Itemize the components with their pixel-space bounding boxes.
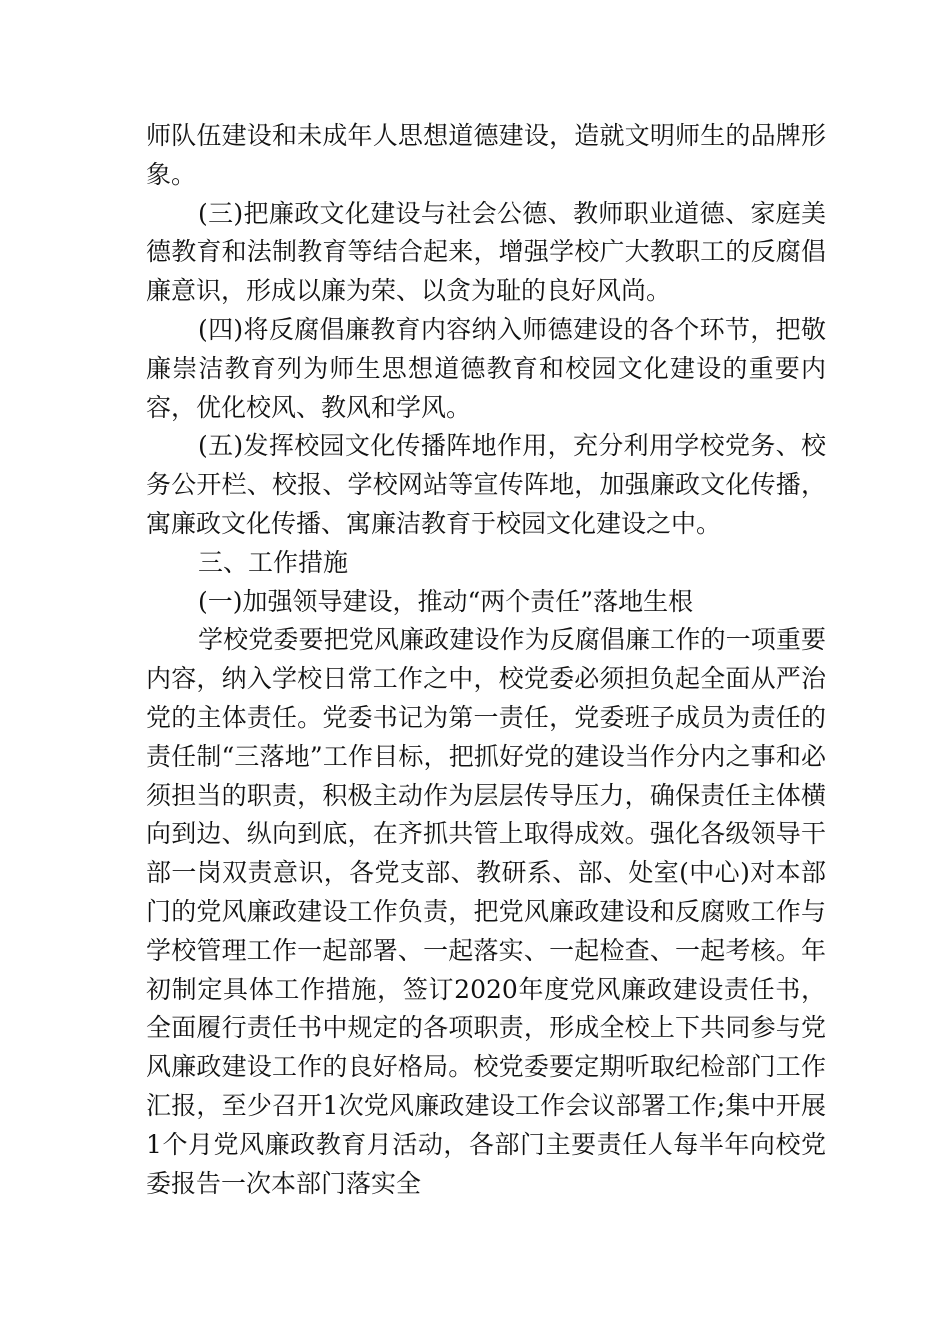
paragraph-leadership-body: 学校党委要把党风廉政建设作为反腐倡廉工作的一项重要内容，纳入学校日常工作之中，校党委必须担负起全面从严治党的主体责任。党委书记为第一责任，党委班子成员为责任的责任制“三落地”工作目标，把抓好党的建设当作分内之事和必须担当的职责，积极主动作为层层传导压力，确保责任主体横向到边、纵向到底，在齐抓共管上取得成效。强化各级领导干部一岗双责意识，各党支部、教研系、部、处室(中心)对本部门的党风廉政建设工作负责，把党风廉政建设和反腐败工作与学校管理工作一起部署、一起落实、一起检查、一起考核。年初制定具体工作措施，签订2020年度党风廉政建设责任书，全面履行责任书中规定的各项职责，形成全校上下共同参与党风廉政建设工作的良好格局。校党委要定期听取纪检部门工作汇报，至少召开1次党风廉政建设工作会议部署工作;集中开展1个月党风廉政教育月活动，各部门主要责任人每半年向校党委报告一次本部门落实全 (146, 625, 826, 1198)
document-body (146, 117, 826, 1203)
paragraph-item-three: (三)把廉政文化建设与社会公德、教师职业道德、家庭美德教育和法制教育等结合起来，增强学校广大教职工的反腐倡廉意识，形成以廉为荣、以贪为耻的良好风尚。 (146, 198, 826, 306)
paragraph-continuation: 师队伍建设和未成年人思想道德建设，造就文明师生的品牌形象。 (146, 121, 826, 189)
section-heading-measures: 三、工作措施 (198, 547, 349, 577)
paragraph-item-five: (五)发挥校园文化传播阵地作用，充分利用学校党务、校务公开栏、校报、学校网站等宣传阵地，加强廉政文化传播，寓廉政文化传播、寓廉洁教育于校园文化建设之中。 (146, 431, 826, 538)
paragraph-item-four: (四)将反腐倡廉教育内容纳入师德建设的各个环节，把敬廉崇洁教育列为师生思想道德教育和校园文化建设的重要内容，优化校风、教风和学风。 (146, 314, 826, 422)
subsection-heading-leadership: (一)加强领导建设，推动“两个责任”落地生根 (198, 586, 694, 616)
